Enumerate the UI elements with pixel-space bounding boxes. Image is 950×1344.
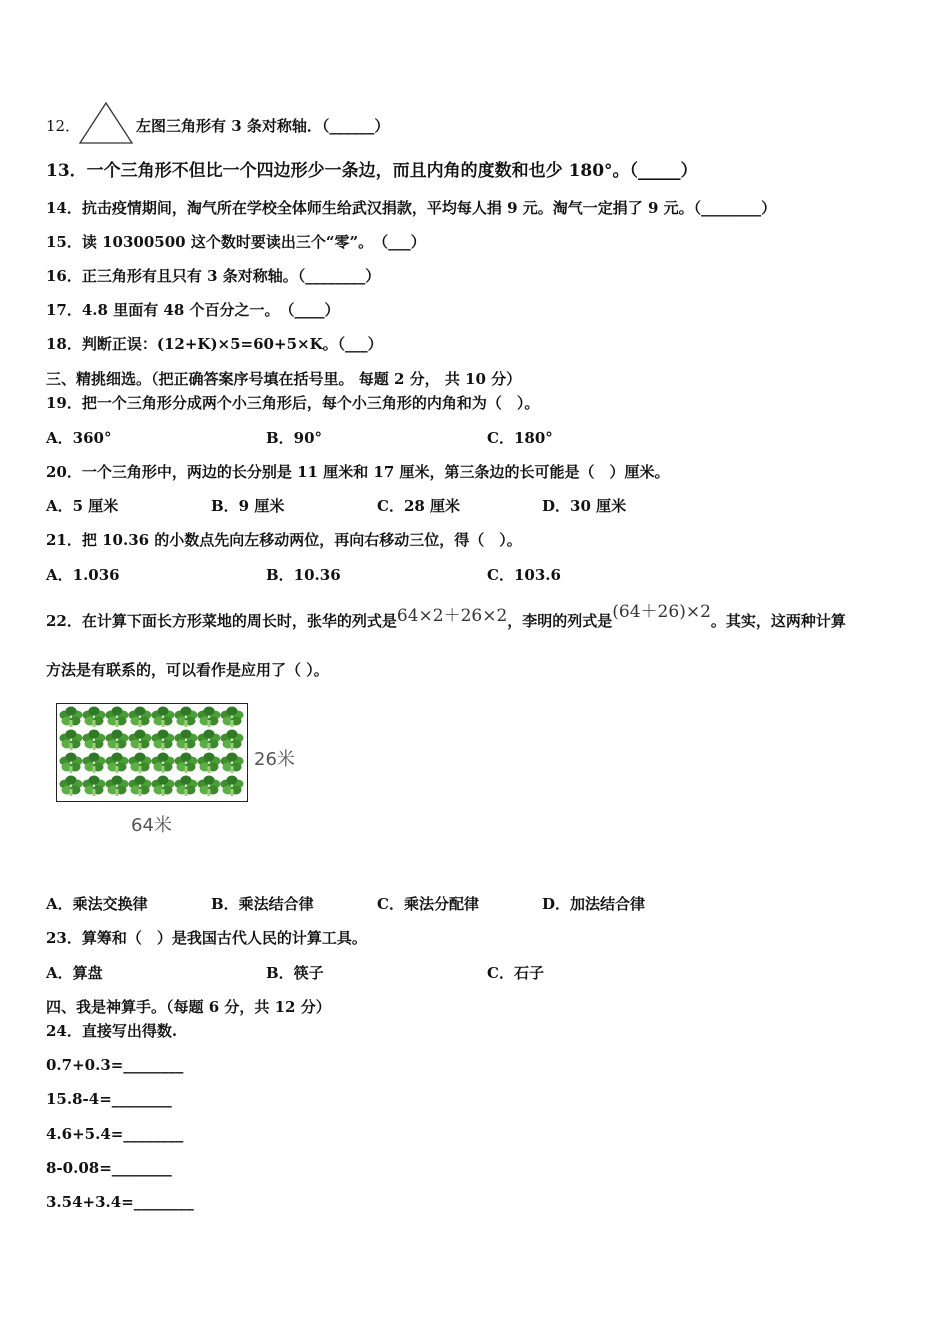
vegetable-plant [129,776,152,797]
vegetable-plant [60,707,83,728]
q21-text: 21．把 10.36 的小数点先向左移动两位，再向右移动三位，得（ ）。 [46,531,522,549]
vegetable-plant [129,707,152,728]
vegetable-plant [198,707,221,728]
vegetable-plant [152,730,175,751]
section4-heading: 四、我是神算手。（每题 6 分，共 12 分） [46,998,331,1016]
calc-line[interactable]: 3.54+3.4=________ [46,1193,194,1211]
q22-option-c[interactable]: C．乘法分配律 [377,895,479,913]
q21-option-a[interactable]: A．1.036 [46,566,120,584]
q20-option-b[interactable]: B．9 厘米 [211,497,285,515]
q22-part1: 22．在计算下面长方形菜地的周长时，张华的列式是 [46,612,397,630]
q14-text: 14．抗击疫情期间，淘气所在学校全体师生给武汉捐款，平均每人捐 9 元。淘气一定捐了 9 元。（________） [46,199,777,217]
vegetable-plant [221,776,244,797]
vegetable-plant [83,707,106,728]
q23-option-a[interactable]: A．算盘 [46,964,103,982]
vegetable-plant [106,776,129,797]
calc-line[interactable]: 15.8-4=________ [46,1090,172,1108]
q17-text: 17．4.8 里面有 48 个百分之一。 （____） [46,301,340,319]
vegetable-plant [221,707,244,728]
vegetable-plant [198,730,221,751]
vegetable-plant [152,776,175,797]
q23-option-c[interactable]: C．石子 [487,964,544,982]
q22-expr2: (64＋26)×2 [612,602,711,622]
vegetable-plant [221,730,244,751]
vegetable-plant [175,776,198,797]
vegetable-plant [221,753,244,774]
q22-option-b[interactable]: B．乘法结合律 [211,895,314,913]
vegetable-plant [152,753,175,774]
q20-option-c[interactable]: C．28 厘米 [377,497,461,515]
calc-line[interactable]: 8-0.08=________ [46,1159,172,1177]
q19-option-a[interactable]: A．360° [46,429,112,447]
vegetable-plant [152,707,175,728]
vegetable-plant [83,753,106,774]
q22-option-d[interactable]: D．加法结合律 [542,895,646,913]
calc-line[interactable]: 0.7+0.3=________ [46,1056,184,1074]
q21-option-b[interactable]: B．10.36 [266,566,341,584]
field-width-label: 26米 [254,749,295,770]
q22-line1 [46,602,846,631]
vegetable-plant [175,730,198,751]
q22-line2: 方法是有联系的，可以看作是应用了（ ）。 [46,661,329,679]
q24-text: 24．直接写出得数. [46,1022,178,1040]
q18-text: 18．判断正误：(12+K)×5=60+5×K。（___） [46,335,383,353]
vegetable-plant [83,730,106,751]
vegetable-plant [175,707,198,728]
calc-line[interactable]: 4.6+5.4=________ [46,1125,184,1143]
q23-text: 23．算筹和（ ）是我国古代人民的计算工具。 [46,929,367,947]
q20-option-d[interactable]: D．30 厘米 [542,497,627,515]
q19-text: 19．把一个三角形分成两个小三角形后，每个小三角形的内角和为（ ）。 [46,394,540,412]
vegetable-plant [83,776,106,797]
vegetable-field-figure [56,703,248,802]
vegetable-plants [57,704,247,801]
q16-text: 16．正三角形有且只有 3 条对称轴。（________） [46,267,381,285]
q21-option-c[interactable]: C．103.6 [487,566,561,584]
field-length-label: 64米 [131,815,172,836]
q20-option-a[interactable]: A．5 厘米 [46,497,119,515]
q20-text: 20．一个三角形中，两边的长分别是 11 厘米和 17 厘米，第三条边的长可能是（ ）厘米。 [46,463,670,481]
q22-part2: ，李明的列式是 [507,612,613,630]
vegetable-plant [129,730,152,751]
vegetable-plant [198,753,221,774]
vegetable-plant [106,730,129,751]
triangle-figure [78,101,134,145]
vegetable-plant [60,776,83,797]
vegetable-plant [60,753,83,774]
q23-option-b[interactable]: B．筷子 [266,964,324,982]
q19-option-b[interactable]: B．90° [266,429,323,447]
vegetable-plant [60,730,83,751]
q12-text: 左图三角形有 3 条对称轴．（______） [136,117,390,135]
q13-text: 13．一个三角形不但比一个四边形少一条边，而且内角的度数和也少 180°。（_____） [46,161,698,181]
q15-text: 15．读 10300500 这个数时要读出三个“零”。 （___） [46,233,426,251]
vegetable-plant [106,753,129,774]
vegetable-plant [106,707,129,728]
vegetable-plant [175,753,198,774]
q12-number: 12． [46,117,81,135]
q19-option-c[interactable]: C．180° [487,429,553,447]
vegetable-plant [129,753,152,774]
q22-option-a[interactable]: A．乘法交换律 [46,895,148,913]
q22-expr1: 64×2＋26×2 [396,606,508,626]
q22-part3: 。其实，这两种计算 [710,612,846,630]
vegetable-plant [198,776,221,797]
section3-heading: 三、精挑细选。（把正确答案序号填在括号里。 每题 2 分， 共 10 分） [46,370,522,388]
